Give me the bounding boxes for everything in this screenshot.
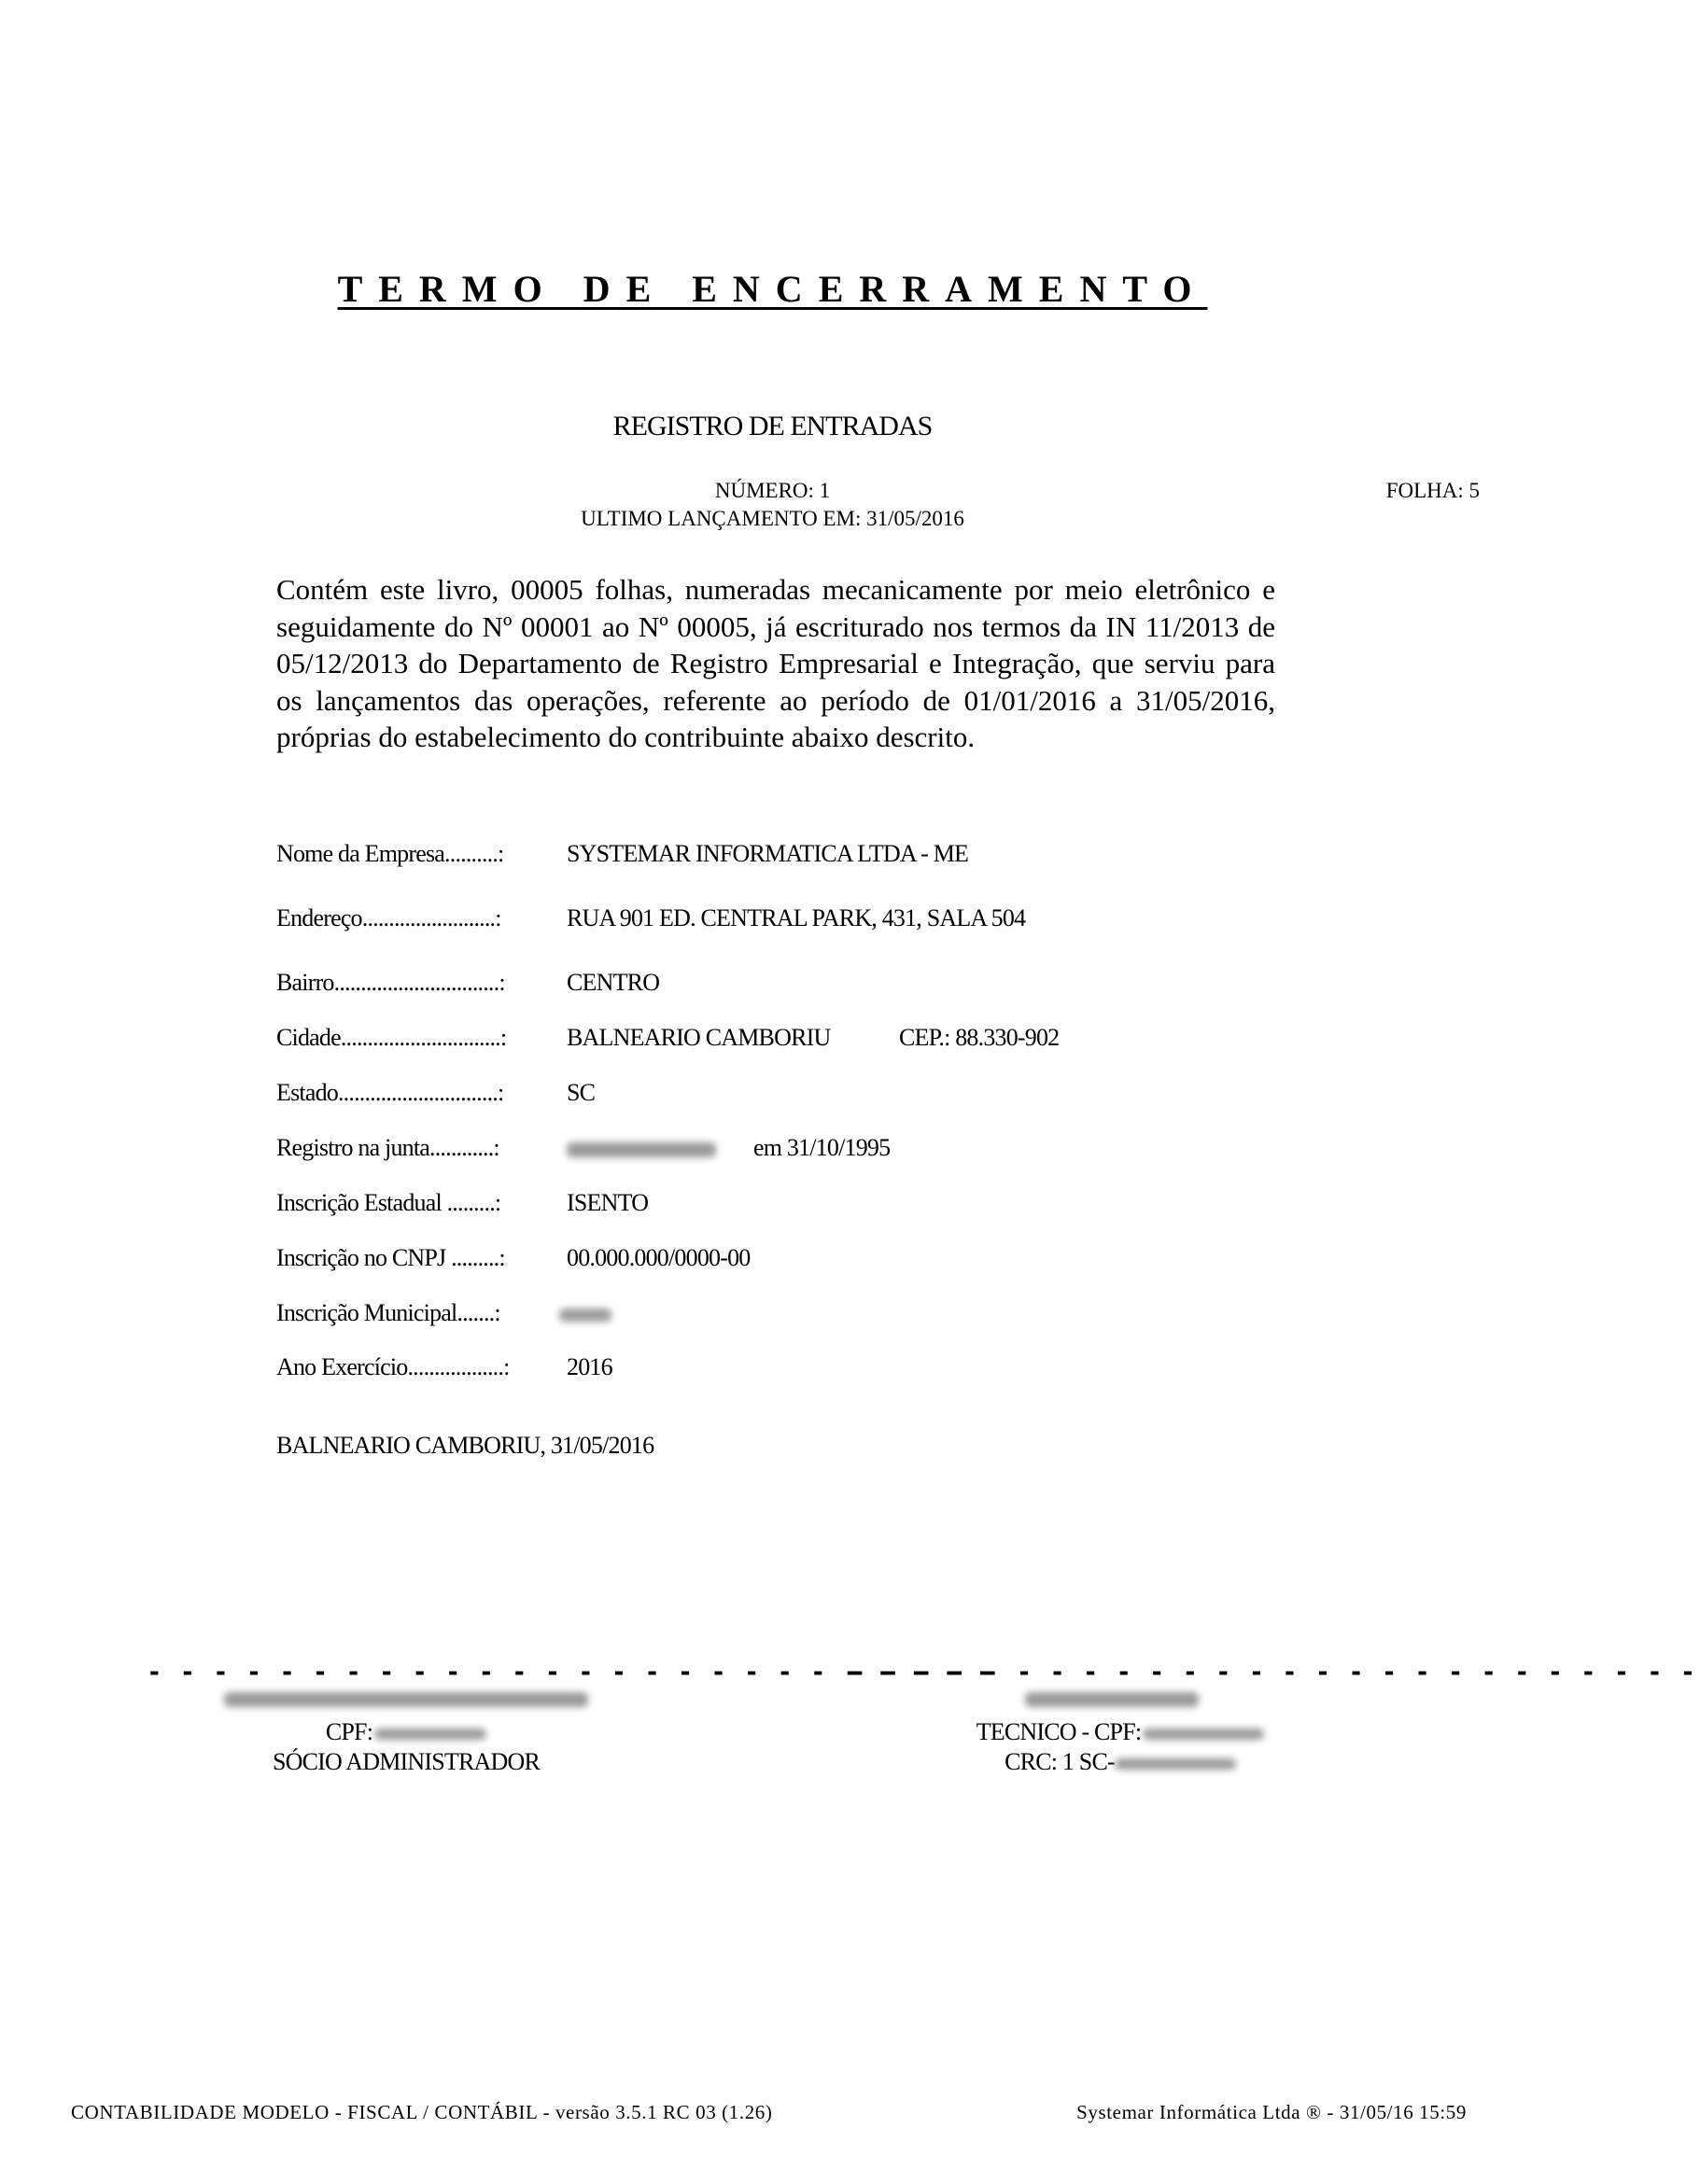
field-value: SYSTEMAR INFORMATICA LTDA - ME <box>567 840 969 867</box>
field-label: Inscrição no CNPJ .........: <box>276 1244 505 1271</box>
field-value: 00.000.000/0000-00 <box>567 1244 751 1271</box>
cpf-label: TECNICO - CPF: <box>976 1718 1142 1745</box>
redacted-signer-name-left <box>224 1691 588 1710</box>
crc-line <box>934 1747 1307 1777</box>
signature-line-left: - - - - - - - - - - - - - - - - - - - - - - - - - - <box>149 1654 997 1687</box>
zip-code: CEP.: 88.330-902 <box>899 1024 1060 1051</box>
field-value: BALNEARIO CAMBORIU <box>567 1024 831 1051</box>
redacted-signer-name-right <box>1025 1691 1199 1710</box>
signature-block-left <box>215 1717 597 1777</box>
field-label: Ano Exercício..................: <box>276 1353 510 1380</box>
book-name: REGISTRO DE ENTRADAS <box>612 411 933 441</box>
field-value: RUA 901 ED. CENTRAL PARK, 431, SALA 504 <box>567 904 1026 931</box>
cpf-line-left <box>215 1717 597 1747</box>
page-number: FOLHA: 5 <box>1385 479 1480 502</box>
field-label: Nome da Empresa..........: <box>276 840 504 867</box>
book-number: NÚMERO: 1 <box>714 479 831 502</box>
field-label: Estado..............................: <box>276 1079 504 1106</box>
field-label: Registro na junta............: <box>276 1134 499 1161</box>
field-value: 2016 <box>567 1353 612 1380</box>
signer-role-left: SÓCIO ADMINISTRADOR <box>273 1748 540 1775</box>
field-label: Bairro...............................: <box>276 969 505 996</box>
field-label: Inscrição Municipal.......: <box>276 1299 500 1326</box>
cpf-label: CPF: <box>325 1718 373 1745</box>
redacted-value <box>567 1134 716 1162</box>
field-label: Cidade..............................: <box>276 1024 507 1051</box>
last-entry-date: ULTIMO LANÇAMENTO EM: 31/05/2016 <box>581 507 964 530</box>
field-label: Inscrição Estadual .........: <box>276 1189 501 1216</box>
field-value: SC <box>567 1079 596 1106</box>
field-value: ISENTO <box>567 1189 649 1216</box>
signature-line-right: - - - - - - - - - - - - - - - - - - - - - - - - - - <box>853 1654 1700 1687</box>
footer-company-timestamp: Systemar Informática Ltda ® - 31/05/16 15:59 <box>1076 2101 1467 2123</box>
place-and-date: BALNEARIO CAMBORIU, 31/05/2016 <box>276 1432 654 1459</box>
registry-date: em 31/10/1995 <box>753 1134 891 1161</box>
crc-label: CRC: 1 SC- <box>1005 1748 1115 1775</box>
document-title: TERMO DE ENCERRAMENTO <box>337 268 1208 310</box>
footer-software-version: CONTABILIDADE MODELO - FISCAL / CONTÁBIL - versão 3.5.1 RC 03 (1.26) <box>71 2101 773 2123</box>
redacted-value <box>559 1299 611 1327</box>
closing-statement: Contém este livro, 00005 folhas, numeradas mecanicamente por meio eletrônico e seguidamente do Nº 00001 ao Nº 00005, já escriturado nos termos da IN 11/2013 de 05/12/2013 do Departamento de Registro Empresarial e Integração, que serviu para os lançamentos das operações, referente ao período de 01/01/2016 a 31/05/2016, próprias do estabelecimento do contribuinte abaixo descrito. <box>276 573 1275 753</box>
cpf-line-right <box>934 1717 1307 1747</box>
signature-block-right <box>934 1717 1307 1777</box>
field-value: CENTRO <box>567 969 660 996</box>
field-label: Endereço.........................: <box>276 904 501 931</box>
